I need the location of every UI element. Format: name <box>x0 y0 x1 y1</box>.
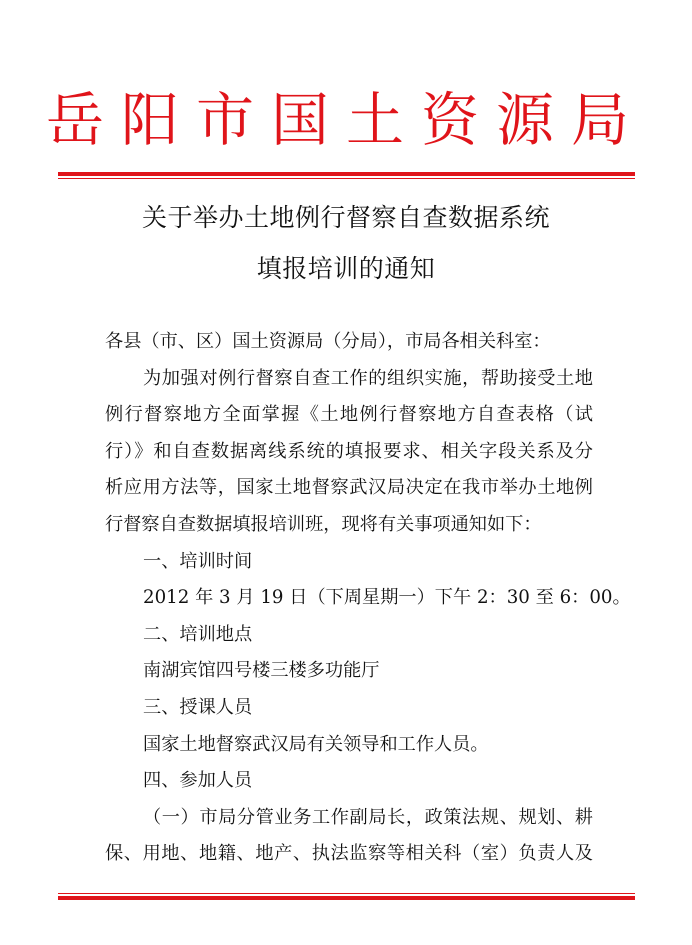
header-red-rule-thin <box>58 178 635 179</box>
training-time: 2012 年 3 月 19 日（下周星期一）下午 2：30 至 6：00。 <box>143 587 631 609</box>
intro-line: 例行督察地方全面掌握《土地例行督察地方自查表格（试 <box>105 404 593 426</box>
participants-item-1-line: （一）市局分管业务工作副局长，政策法规、规划、耕 <box>143 806 593 828</box>
training-location: 南湖宾馆四号楼三楼多功能厅 <box>143 660 380 682</box>
section-2-heading: 二、培训地点 <box>143 623 253 645</box>
notice-title-line-2: 填报培训的通知 <box>256 254 436 283</box>
participants-item-1-line: 保、用地、地籍、地产、执法监察等相关科（室）负责人及 <box>105 843 593 865</box>
intro-line: 行督察自查数据填报培训班，现将有关事项通知如下： <box>105 513 542 535</box>
intro-line: 析应用方法等，国家土地督察武汉局决定在我市举办土地例 <box>105 477 593 499</box>
intro-line: 为加强对例行督察自查工作的组织实施，帮助接受土地 <box>143 367 593 389</box>
header-red-rule-thick <box>58 172 635 176</box>
instructors: 国家土地督察武汉局有关领导和工作人员。 <box>143 733 489 755</box>
section-4-heading: 四、参加人员 <box>143 770 253 792</box>
footer-red-rule-thin <box>58 893 635 894</box>
issuing-authority-title: 岳阳市国土资源局 <box>45 86 646 154</box>
intro-line: 行）》和自查数据离线系统的填报要求、相关字段关系及分 <box>105 440 593 462</box>
section-1-heading: 一、培训时间 <box>143 550 253 572</box>
notice-title-line-1: 关于举办土地例行督察自查数据系统 <box>141 203 550 232</box>
salutation: 各县（市、区）国土资源局（分局），市局各相关科室： <box>105 331 551 352</box>
section-3-heading: 三、授课人员 <box>143 696 253 718</box>
footer-red-rule-thick <box>58 896 635 900</box>
notice-body <box>105 324 631 873</box>
